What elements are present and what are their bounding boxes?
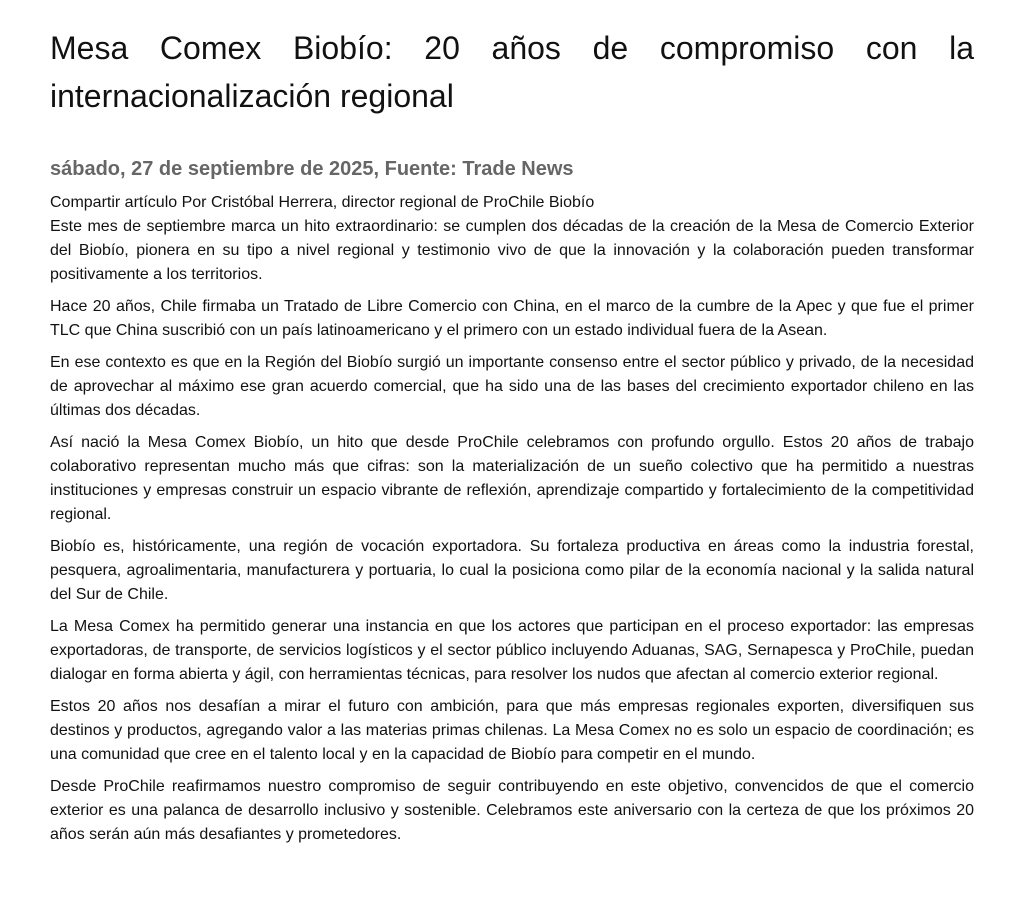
- article-body: [50, 215, 974, 847]
- article-paragraph: Este mes de septiembre marca un hito extraordinario: se cumplen dos décadas de la creación de la Mesa de Comercio Exterior del Biobío, pionera en su tipo a nivel regional y testimonio vivo de que la innovación y la colaboración pueden transformar positivamente a los territorios.: [50, 218, 974, 283]
- news-article: [50, 0, 974, 847]
- article-paragraph: Hace 20 años, Chile firmaba un Tratado de Libre Comercio con China, en el marco de la cumbre de la Apec y que fue el primer TLC que China suscribió con un país latinoamericano y el primero con un estado individual fuera de la Asean.: [50, 298, 974, 339]
- article-paragraph: Biobío es, históricamente, una región de vocación exportadora. Su fortaleza productiva en áreas como la industria forestal, pesquera, agroalimentaria, manufacturera y portuaria, lo cual la posiciona como pilar de la economía nacional y la salida natural del Sur de Chile.: [50, 538, 974, 603]
- article-title: Mesa Comex Biobío: 20 años de compromiso con la internacionalización regional: [50, 30, 974, 114]
- article-byline: Compartir artículo Por Cristóbal Herrera, director regional de ProChile Biobío: [50, 194, 595, 211]
- article-paragraph: La Mesa Comex ha permitido generar una instancia en que los actores que participan en el proceso exportador: las empresas exportadoras, de transporte, de servicios logísticos y el sector público incluyendo Aduanas, SAG, Sernapesca y ProChile, puedan dialogar en forma abierta y ágil, con herramientas técnicas, para resolver los nudos que afectan al comercio exterior regional.: [50, 618, 974, 683]
- article-paragraph: En ese contexto es que en la Región del Biobío surgió un importante consenso entre el sector público y privado, de la necesidad de aprovechar al máximo ese gran acuerdo comercial, que ha sido una de las bases del crecimiento exportador chileno en las últimas dos décadas.: [50, 354, 974, 419]
- article-paragraph: Estos 20 años nos desafían a mirar el futuro con ambición, para que más empresas regionales exporten, diversifiquen sus destinos y productos, agregando valor a las materias primas chilenas. La Mesa Comex no es solo un espacio de coordinación; es una comunidad que cree en el talento local y en la capacidad de Biobío para competir en el mundo.: [50, 698, 974, 763]
- article-paragraph: Así nació la Mesa Comex Biobío, un hito que desde ProChile celebramos con profundo orgullo. Estos 20 años de trabajo colaborativo representan mucho más que cifras: son la materialización de un sueño colectivo que ha permitido a nuestras instituciones y empresas construir un espacio vibrante de reflexión, aprendizaje compartido y fortalecimiento de la competitividad regional.: [50, 434, 974, 523]
- article-paragraph: Desde ProChile reafirmamos nuestro compromiso de seguir contribuyendo en este objetivo, convencidos de que el comercio exterior es una palanca de desarrollo inclusivo y sostenible. Celebramos este aniversario con la certeza de que los próximos 20 años serán aún más desafiantes y prometedores.: [50, 778, 974, 843]
- article-dateline: sábado, 27 de septiembre de 2025, Fuente: Trade News: [50, 158, 574, 180]
